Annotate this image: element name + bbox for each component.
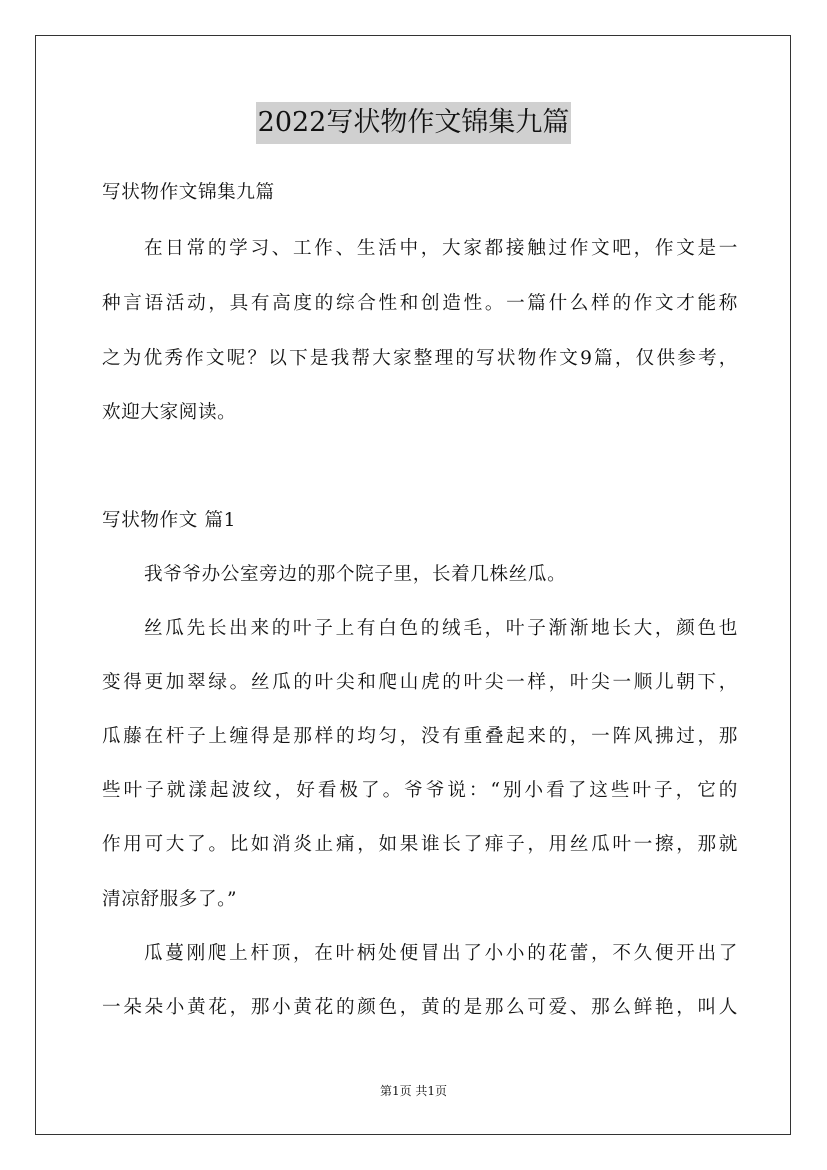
- page-footer: 第1页 共1页: [379, 1084, 448, 1098]
- section-heading: 写状物作文 篇1: [102, 510, 237, 531]
- paragraph-line: 在日常的学习、工作、生活中，大家都接触过作文吧，作文是一: [144, 238, 738, 259]
- paragraph-line: 丝瓜先长出来的叶子上有白色的绒毛，叶子渐渐地长大，颜色也: [144, 618, 738, 639]
- document-title: [0, 101, 827, 144]
- paragraph-line: 清凉舒服多了。”: [102, 889, 238, 910]
- paragraph-line: 瓜蔓刚爬上杆顶，在叶柄处便冒出了小小的花蕾，不久便开出了: [144, 943, 738, 964]
- document-title-text: 2022写状物作文锦集九篇: [256, 102, 572, 144]
- paragraph-line: 我爷爷办公室旁边的那个院子里，长着几株丝瓜。: [144, 564, 567, 585]
- paragraph-line: 之为优秀作文呢？以下是我帮大家整理的写状物作文9篇，仅供参考，: [102, 348, 738, 369]
- paragraph-line: 作用可大了。比如消炎止痛，如果谁长了痱子，用丝瓜叶一擦，那就: [102, 834, 738, 855]
- paragraph-line: 一朵朵小黄花，那小黄花的颜色，黄的是那么可爱、那么鲜艳，叫人: [102, 997, 738, 1018]
- paragraph-line: 欢迎大家阅读。: [102, 402, 237, 423]
- document-subtitle: 写状物作文锦集九篇: [102, 182, 275, 203]
- paragraph-line: 瓜藤在杆子上缠得是那样的均匀，没有重叠起来的，一阵风拂过，那: [102, 726, 738, 747]
- paragraph-line: 种言语活动，具有高度的综合性和创造性。一篇什么样的作文才能称: [102, 293, 738, 314]
- paragraph-line: 变得更加翠绿。丝瓜的叶尖和爬山虎的叶尖一样，叶尖一顺儿朝下，: [102, 672, 738, 693]
- paragraph-line: 些叶子就漾起波纹，好看极了。爷爷说：“别小看了这些叶子，它的: [102, 780, 738, 801]
